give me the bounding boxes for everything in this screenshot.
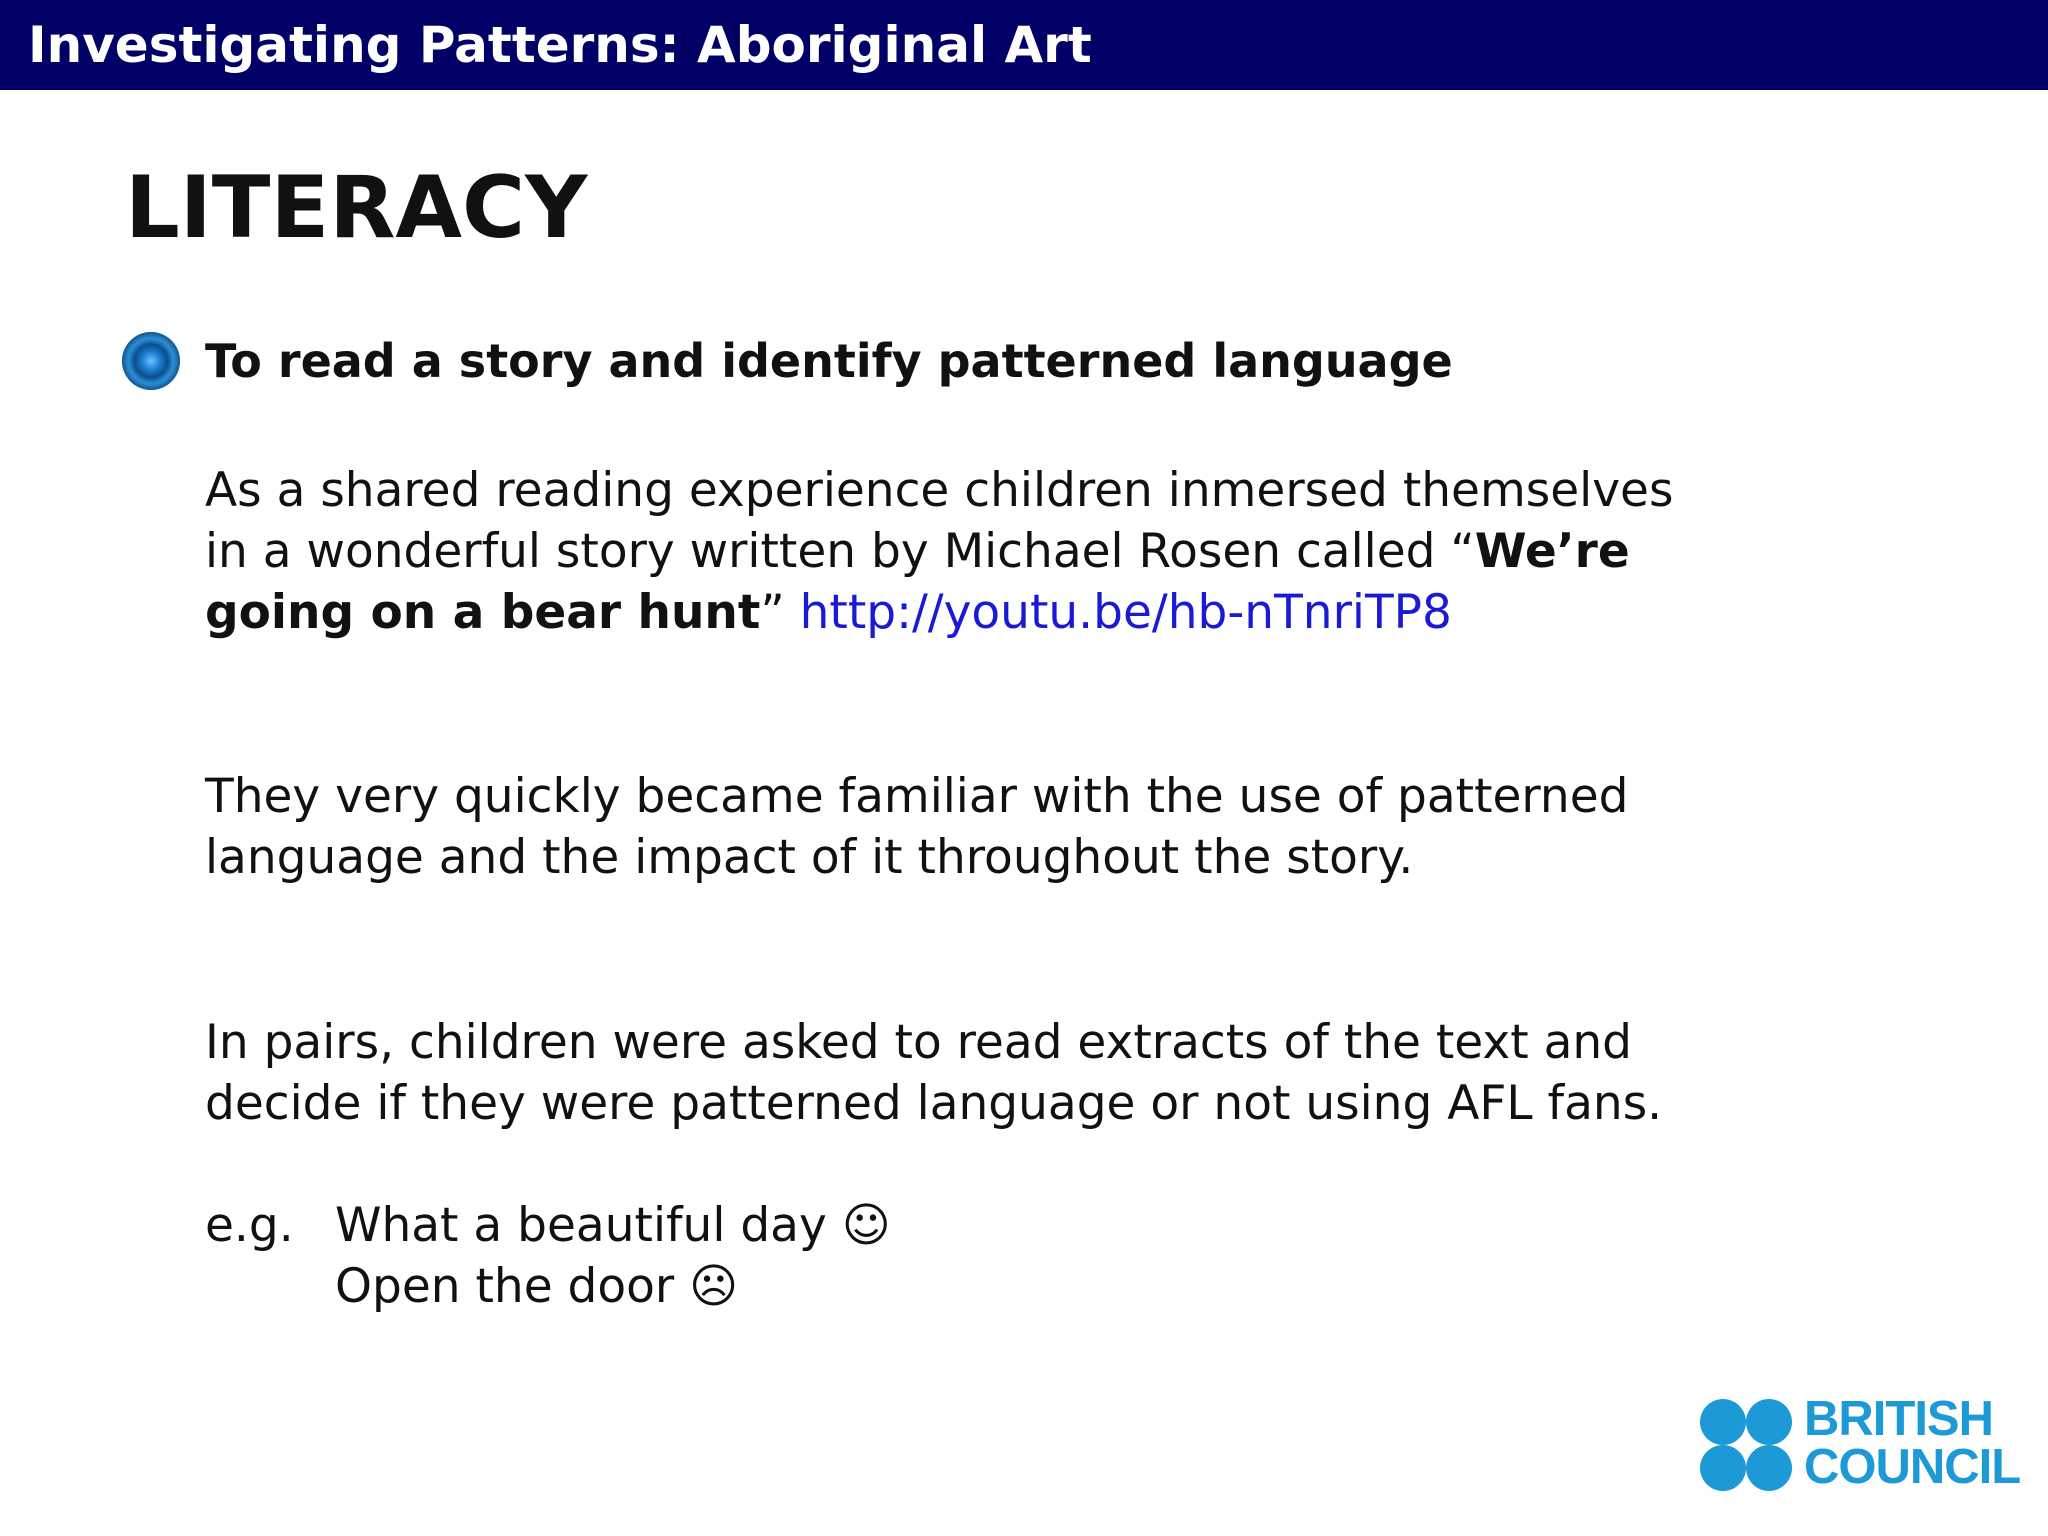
paragraph-line bbox=[205, 521, 1673, 582]
paragraph-line: language and the impact of it throughout the story. bbox=[205, 830, 1414, 885]
bullet-icon bbox=[122, 332, 180, 390]
british-council-logo bbox=[1700, 1392, 2021, 1495]
logo-dot bbox=[1700, 1399, 1746, 1445]
example-not-patterned: Open the door ☹ bbox=[335, 1259, 739, 1314]
logo-wordmark bbox=[1804, 1392, 2021, 1494]
story-title-part: We’re bbox=[1474, 524, 1630, 579]
paragraph-pairs-activity bbox=[205, 1012, 1662, 1134]
paragraph-shared-reading bbox=[205, 460, 1673, 643]
example-prefix: e.g. bbox=[205, 1198, 294, 1253]
logo-dot bbox=[1746, 1445, 1792, 1491]
paragraph-text: ” bbox=[760, 585, 800, 640]
logo-dots-icon bbox=[1700, 1399, 1808, 1491]
logo-line: BRITISH bbox=[1804, 1392, 1993, 1446]
examples bbox=[205, 1195, 891, 1317]
slide-title: Investigating Patterns: Aboriginal Art bbox=[28, 16, 1092, 74]
story-title-part: going on a bear hunt bbox=[205, 585, 761, 640]
paragraph-line: In pairs, children were asked to read extracts of the text and bbox=[205, 1015, 1633, 1070]
paragraph-text: in a wonderful story written by Michael Rosen called “ bbox=[205, 524, 1475, 579]
example-row bbox=[205, 1195, 891, 1256]
logo-dot bbox=[1746, 1399, 1792, 1445]
paragraph-line bbox=[205, 582, 1673, 643]
logo-line: COUNCIL bbox=[1804, 1440, 2021, 1494]
paragraph-line: They very quickly became familiar with the use of patterned bbox=[205, 769, 1629, 824]
learning-objective: To read a story and identify patterned language bbox=[205, 334, 1453, 388]
paragraph-line: As a shared reading experience children inmersed themselves bbox=[205, 463, 1674, 518]
section-heading: LITERACY bbox=[125, 158, 588, 258]
example-row bbox=[205, 1256, 891, 1317]
example-patterned: What a beautiful day ☺ bbox=[335, 1198, 891, 1253]
paragraph-familiarity bbox=[205, 766, 1628, 888]
video-link[interactable]: http://youtu.be/hb-nTnriTP8 bbox=[799, 585, 1452, 640]
logo-dot bbox=[1700, 1445, 1746, 1491]
title-bar bbox=[0, 0, 2048, 90]
paragraph-line: decide if they were patterned language or not using AFL fans. bbox=[205, 1076, 1663, 1131]
